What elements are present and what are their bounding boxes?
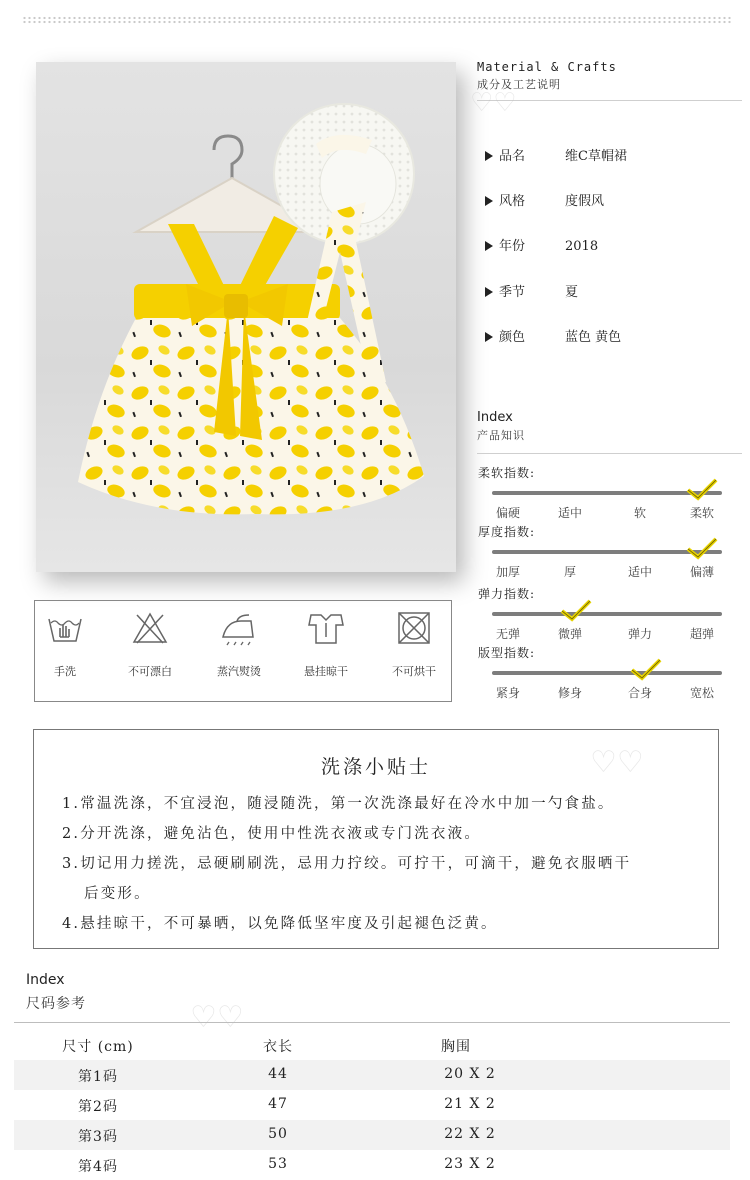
spec-value: 2018 bbox=[565, 239, 599, 254]
care-item-hand-wash bbox=[30, 611, 100, 679]
index-section bbox=[477, 410, 742, 454]
size-table-header bbox=[14, 1030, 730, 1060]
product-photo bbox=[36, 62, 456, 572]
column-header: 尺寸 (cm) bbox=[62, 1039, 134, 1055]
scale-label: 加厚 bbox=[495, 565, 521, 579]
scale-label: 紧身 bbox=[495, 686, 521, 700]
scale-title: 厚度指数: bbox=[478, 525, 536, 539]
care-symbols-box bbox=[34, 600, 452, 702]
spec-row-year bbox=[485, 235, 598, 254]
washing-tips-box bbox=[33, 729, 719, 949]
size-title-cn: 尺码参考 bbox=[26, 996, 86, 1012]
scale-label: 合身 bbox=[627, 686, 653, 700]
softness-scale bbox=[478, 464, 740, 524]
care-item-no-tumble-dry bbox=[379, 611, 449, 679]
scale-label: 适中 bbox=[557, 506, 583, 520]
table-cell: 23 X 2 bbox=[444, 1156, 496, 1172]
elasticity-scale bbox=[478, 585, 740, 645]
tips-line: 4.悬挂晾干，不可暴晒，以免降低坚牢度及引起褪色泛黄。 bbox=[62, 916, 498, 932]
spec-key: 颜色 bbox=[499, 330, 526, 345]
check-mark-icon bbox=[630, 658, 662, 680]
triangle-bullet-icon bbox=[485, 151, 493, 161]
triangle-bullet-icon bbox=[485, 241, 493, 251]
table-cell: 20 X 2 bbox=[444, 1066, 496, 1082]
table-cell: 44 bbox=[268, 1066, 288, 1082]
check-mark-icon bbox=[686, 478, 718, 500]
scale-label: 超弹 bbox=[689, 627, 715, 641]
scale-label: 微弹 bbox=[557, 627, 583, 641]
scale-bar bbox=[492, 612, 722, 616]
materials-title-cn: 成分及工艺说明 bbox=[477, 78, 561, 91]
care-item-no-bleach bbox=[115, 611, 185, 679]
spec-value: 维C草帽裙 bbox=[565, 149, 627, 164]
index-divider bbox=[477, 453, 742, 454]
brand-watermark: ♡♡ bbox=[470, 88, 517, 118]
size-title-en: Index bbox=[26, 972, 65, 988]
column-header: 胸围 bbox=[441, 1039, 471, 1055]
size-divider bbox=[14, 1022, 730, 1023]
tips-line: 后变形。 bbox=[84, 886, 151, 902]
scale-label: 适中 bbox=[627, 565, 653, 579]
thickness-scale bbox=[478, 523, 740, 583]
no-bleach-icon bbox=[131, 611, 169, 645]
spec-key: 品名 bbox=[499, 149, 526, 164]
triangle-bullet-icon bbox=[485, 196, 493, 206]
fit-scale bbox=[478, 644, 740, 704]
triangle-bullet-icon bbox=[485, 332, 493, 342]
spec-value: 度假风 bbox=[565, 194, 605, 209]
materials-section bbox=[477, 60, 742, 101]
hang-dry-icon bbox=[307, 611, 345, 645]
scale-label: 偏硬 bbox=[495, 506, 521, 520]
scale-label: 宽松 bbox=[689, 686, 715, 700]
spec-value: 夏 bbox=[565, 285, 579, 300]
triangle-bullet-icon bbox=[485, 287, 493, 297]
materials-divider bbox=[477, 100, 742, 101]
index-title-cn: 产品知识 bbox=[477, 429, 525, 442]
scale-label: 弹力 bbox=[627, 627, 653, 641]
spec-key: 风格 bbox=[499, 194, 526, 209]
scale-title: 柔软指数: bbox=[478, 466, 536, 480]
table-cell: 53 bbox=[268, 1156, 288, 1172]
table-cell: 47 bbox=[268, 1096, 288, 1112]
spec-row-color bbox=[485, 326, 621, 345]
table-row bbox=[14, 1150, 730, 1180]
care-label: 不可烘干 bbox=[392, 665, 436, 678]
care-label: 不可漂白 bbox=[128, 665, 172, 678]
table-cell: 第2码 bbox=[78, 1099, 118, 1115]
no-tumble-dry-icon bbox=[395, 611, 433, 645]
care-label: 蒸汽熨烫 bbox=[217, 665, 261, 678]
table-cell: 第1码 bbox=[78, 1069, 118, 1085]
spec-key: 年份 bbox=[499, 239, 526, 254]
scale-label: 无弹 bbox=[495, 627, 521, 641]
hand-wash-icon bbox=[47, 611, 83, 645]
care-label: 手洗 bbox=[54, 665, 76, 678]
care-label: 悬挂晾干 bbox=[304, 665, 348, 678]
index-title-en: Index bbox=[477, 410, 513, 425]
size-section-header bbox=[26, 972, 86, 1013]
scale-label: 偏薄 bbox=[689, 565, 715, 579]
spec-value: 蓝色 黄色 bbox=[565, 330, 622, 345]
table-row bbox=[14, 1090, 730, 1120]
table-cell: 50 bbox=[268, 1126, 288, 1142]
tips-line: 3.切记用力搓洗，忌硬刷刷洗，忌用力拧绞。可拧干，可滴干，避免衣服晒干 bbox=[62, 856, 632, 872]
check-mark-icon bbox=[560, 599, 592, 621]
tips-title: 洗涤小贴士 bbox=[320, 756, 431, 778]
check-mark-icon bbox=[686, 537, 718, 559]
brand-watermark: ♡♡ bbox=[190, 1000, 244, 1035]
materials-title-en: Material & Crafts bbox=[477, 60, 617, 74]
brand-watermark: ♡♡ bbox=[590, 745, 644, 780]
spec-key: 季节 bbox=[499, 285, 526, 300]
scale-bar bbox=[492, 671, 722, 675]
scale-title: 弹力指数: bbox=[478, 587, 536, 601]
scale-title: 版型指数: bbox=[478, 646, 536, 660]
scale-label: 修身 bbox=[557, 686, 583, 700]
scale-label: 软 bbox=[633, 506, 647, 520]
table-cell: 第4码 bbox=[78, 1159, 118, 1175]
table-cell: 21 X 2 bbox=[444, 1096, 496, 1112]
tips-line: 1.常温洗涤，不宜浸泡，随浸随洗，第一次洗涤最好在冷水中加一勺食盐。 bbox=[62, 796, 615, 812]
steam-iron-icon bbox=[219, 611, 259, 645]
scale-label: 柔软 bbox=[689, 506, 715, 520]
tips-line: 2.分开洗涤，避免沾色，使用中性洗衣液或专门洗衣液。 bbox=[62, 826, 482, 842]
care-item-steam-iron bbox=[204, 611, 274, 679]
table-cell: 第3码 bbox=[78, 1129, 118, 1145]
dress-and-hat-illustration bbox=[36, 62, 456, 572]
table-cell: 22 X 2 bbox=[444, 1126, 496, 1142]
care-item-hang-dry bbox=[291, 611, 361, 679]
spec-row-name bbox=[485, 145, 627, 164]
table-row bbox=[14, 1060, 730, 1090]
spec-row-season bbox=[485, 281, 578, 300]
column-header: 衣长 bbox=[263, 1039, 293, 1055]
scale-label: 厚 bbox=[563, 565, 577, 579]
top-dotted-strip bbox=[22, 16, 732, 24]
table-row bbox=[14, 1120, 730, 1150]
spec-row-style bbox=[485, 190, 604, 209]
